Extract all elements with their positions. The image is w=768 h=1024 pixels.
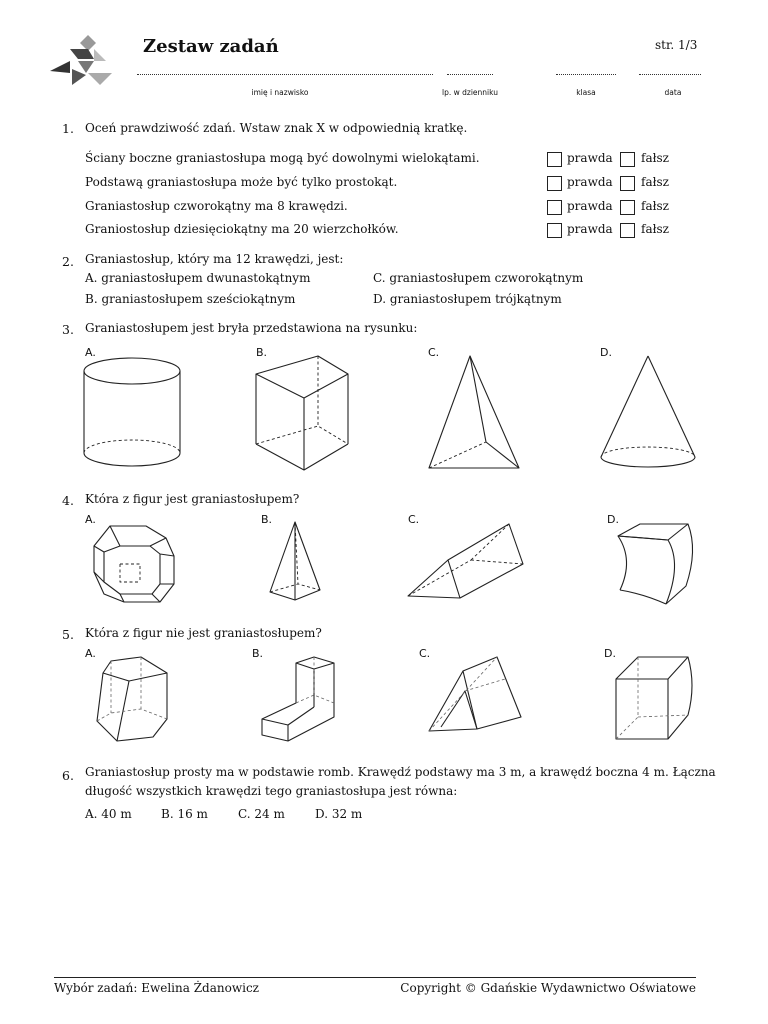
page-title: Zestaw zadań: [143, 36, 279, 57]
task-5-label-b: B.: [252, 647, 264, 660]
folded-prism-figure[interactable]: [425, 655, 525, 739]
task-2-option-b[interactable]: B. graniastosłupem sześciokątnym: [85, 292, 296, 306]
triangular-pyramid-figure[interactable]: [426, 354, 526, 474]
truncated-cube-figure[interactable]: [90, 522, 180, 608]
task-6-text-line-1: Graniastosłup prosty ma w podstawie romb. Krawędź podstawy ma 3 m, a krawędź boczna 4 m. Łączna: [85, 765, 716, 779]
task-2-option-a[interactable]: A. graniastosłupem dwunastokątnym: [85, 271, 311, 285]
task-6-option-d[interactable]: D. 32 m: [315, 807, 363, 821]
task-2-prompt: Graniastosłup, który ma 12 krawędzi, jest:: [85, 252, 344, 266]
task-4-label-d: D.: [607, 513, 619, 526]
footer-divider: [54, 977, 696, 978]
false-label: fałsz: [641, 199, 669, 213]
true-label: prawda: [567, 222, 613, 236]
cylinder-figure[interactable]: [80, 355, 184, 475]
statement-2: Podstawą graniastosłupa może być tylko prostokąt.: [85, 175, 398, 189]
checkbox-false-1[interactable]: [620, 152, 635, 167]
true-label: prawda: [567, 151, 613, 165]
task-3-label-b: B.: [256, 346, 268, 359]
pentagonal-prism-figure[interactable]: [252, 352, 352, 476]
cone-figure[interactable]: [598, 354, 702, 474]
statement-1: Ściany boczne graniastosłupa mogą być dowolnymi wielokątami.: [85, 151, 480, 165]
task-5-prompt: Która z figur nie jest graniastosłupem?: [85, 626, 322, 640]
footer-author: Wybór zadań: Ewelina Żdanowicz: [54, 981, 259, 995]
task-2-number: 2.: [62, 254, 74, 269]
name-caption: imię i nazwisko: [251, 88, 309, 97]
curved-solid-figure[interactable]: [612, 520, 692, 610]
date-field[interactable]: [639, 74, 701, 75]
checkbox-false-3[interactable]: [620, 200, 635, 215]
task-1-prompt: Oceń prawdziwość zdań. Wstaw znak X w odpowiednią kratkę.: [85, 121, 468, 135]
task-5-number: 5.: [62, 627, 74, 642]
footer-copyright: Copyright © Gdańskie Wydawnictwo Oświatowe: [400, 981, 696, 995]
task-3-number: 3.: [62, 322, 74, 337]
task-4-number: 4.: [62, 493, 74, 508]
task-6-option-c[interactable]: C. 24 m: [238, 807, 285, 821]
checkbox-true-3[interactable]: [547, 200, 562, 215]
triangular-prism-figure[interactable]: [405, 520, 527, 602]
task-2-option-c[interactable]: C. graniastosłupem czworokątnym: [373, 271, 584, 285]
page-number: str. 1/3: [655, 38, 698, 52]
checkbox-true-2[interactable]: [547, 176, 562, 191]
task-4-label-a: A.: [85, 513, 96, 526]
task-3-label-c: C.: [428, 346, 440, 359]
task-6-number: 6.: [62, 768, 74, 783]
task-6-option-a[interactable]: A. 40 m: [85, 807, 132, 821]
task-3-prompt: Graniastosłupem jest bryła przedstawiona na rysunku:: [85, 321, 418, 335]
statement-4: Graniostosłup dziesięciokątny ma 20 wierzchołków.: [85, 222, 399, 236]
task-4-label-c: C.: [408, 513, 420, 526]
task-6-text-line-2: długość wszystkich krawędzi tego graniastosłupa jest równa:: [85, 784, 458, 798]
task-5-label-d: D.: [604, 647, 616, 660]
checkbox-false-2[interactable]: [620, 176, 635, 191]
publisher-logo: [48, 33, 116, 88]
l-shaped-prism-figure[interactable]: [258, 655, 338, 745]
checkbox-true-1[interactable]: [547, 152, 562, 167]
class-number-caption: lp. w dzienniku: [442, 88, 498, 97]
task-5-label-a: A.: [85, 647, 96, 660]
false-label: fałsz: [641, 151, 669, 165]
date-caption: data: [664, 88, 682, 97]
task-4-label-b: B.: [261, 513, 273, 526]
task-4-prompt: Która z figur jest graniastosłupem?: [85, 492, 300, 506]
true-label: prawda: [567, 199, 613, 213]
pyramid-figure[interactable]: [266, 520, 326, 606]
task-5-label-c: C.: [419, 647, 431, 660]
task-3-label-a: A.: [85, 346, 96, 359]
task-6-option-b[interactable]: B. 16 m: [161, 807, 208, 821]
checkbox-true-4[interactable]: [547, 223, 562, 238]
class-number-field[interactable]: [447, 74, 493, 75]
true-label: prawda: [567, 175, 613, 189]
task-2-option-d[interactable]: D. graniastosłupem trójkątnym: [373, 292, 562, 306]
class-caption: klasa: [576, 88, 596, 97]
false-label: fałsz: [641, 222, 669, 236]
false-label: fałsz: [641, 175, 669, 189]
name-field[interactable]: [137, 74, 433, 75]
concave-solid-figure[interactable]: [612, 655, 692, 743]
class-field[interactable]: [556, 74, 616, 75]
slanted-prism-figure[interactable]: [93, 655, 173, 747]
statement-3: Graniastosłup czworokątny ma 8 krawędzi.: [85, 199, 348, 213]
checkbox-false-4[interactable]: [620, 223, 635, 238]
task-1-number: 1.: [62, 121, 74, 136]
task-3-label-d: D.: [600, 346, 612, 359]
